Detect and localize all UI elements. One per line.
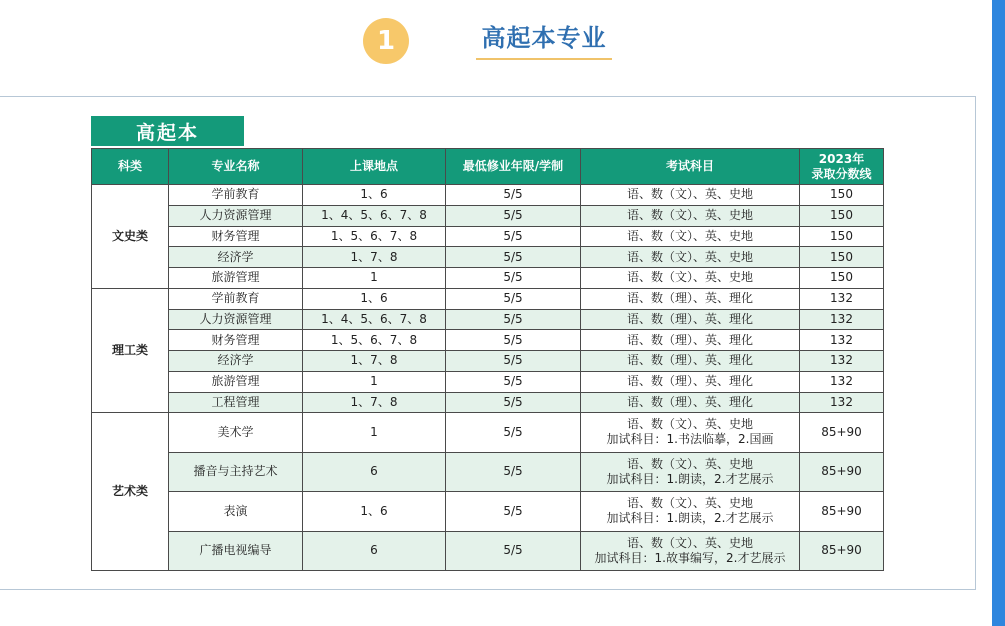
col-header-category: 科类	[92, 149, 169, 185]
cell-location: 6	[303, 531, 446, 570]
col-header-major: 专业名称	[169, 149, 303, 185]
cell-years: 5/5	[446, 492, 581, 531]
cell-score: 132	[800, 371, 884, 392]
cell-subjects: 语、数（文）、英、史地	[581, 205, 800, 226]
table-row	[92, 226, 884, 247]
cell-years: 5/5	[446, 531, 581, 570]
step-number-badge: 1	[363, 18, 409, 64]
cell-years: 5/5	[446, 371, 581, 392]
cell-location: 1、5、6、7、8	[303, 330, 446, 351]
cell-score: 150	[800, 205, 884, 226]
col-header-score: 2023年 录取分数线	[800, 149, 884, 185]
table-row	[92, 531, 884, 570]
major-table	[91, 148, 884, 571]
cell-major: 财务管理	[169, 330, 303, 351]
cell-score: 132	[800, 288, 884, 309]
col-header-years: 最低修业年限/学制	[446, 149, 581, 185]
cell-location: 1、6	[303, 185, 446, 206]
cell-score: 132	[800, 330, 884, 351]
table-row	[92, 268, 884, 289]
cell-subjects: 语、数（理）、英、理化	[581, 288, 800, 309]
cell-category: 理工类	[92, 288, 169, 413]
cell-major: 播音与主持艺术	[169, 452, 303, 491]
cell-category: 文史类	[92, 185, 169, 289]
cell-major: 美术学	[169, 413, 303, 452]
cell-score: 150	[800, 247, 884, 268]
table-row	[92, 413, 884, 452]
table-tag: 高起本	[91, 116, 244, 146]
cell-score: 132	[800, 392, 884, 413]
table-body	[92, 185, 884, 571]
section-title: 高起本专业	[481, 24, 607, 52]
table-row	[92, 492, 884, 531]
table-row	[92, 205, 884, 226]
cell-subjects: 语、数（理）、英、理化	[581, 309, 800, 330]
cell-location: 1、6	[303, 492, 446, 531]
cell-subjects: 语、数（文）、英、史地	[581, 268, 800, 289]
cell-years: 5/5	[446, 268, 581, 289]
cell-score: 132	[800, 309, 884, 330]
cell-location: 1	[303, 268, 446, 289]
cell-subjects: 语、数（文）、英、史地	[581, 185, 800, 206]
cell-years: 5/5	[446, 452, 581, 491]
cell-score: 85+90	[800, 531, 884, 570]
cell-category: 艺术类	[92, 413, 169, 571]
cell-subjects: 语、数（理）、英、理化	[581, 351, 800, 372]
cell-subjects: 语、数（文）、英、史地 加试科目：1.朗读，2.才艺展示	[581, 452, 800, 491]
cell-score: 132	[800, 351, 884, 372]
cell-major: 财务管理	[169, 226, 303, 247]
table-header-row	[92, 149, 884, 185]
table-row	[92, 330, 884, 351]
table-row	[92, 371, 884, 392]
cell-score: 150	[800, 268, 884, 289]
cell-location: 1	[303, 413, 446, 452]
cell-years: 5/5	[446, 309, 581, 330]
table-row	[92, 185, 884, 206]
cell-years: 5/5	[446, 351, 581, 372]
cell-location: 1、6	[303, 288, 446, 309]
cell-score: 85+90	[800, 492, 884, 531]
cell-subjects: 语、数（理）、英、理化	[581, 392, 800, 413]
cell-major: 表演	[169, 492, 303, 531]
cell-score: 85+90	[800, 452, 884, 491]
table-row	[92, 452, 884, 491]
cell-location: 1	[303, 371, 446, 392]
cell-years: 5/5	[446, 205, 581, 226]
title-underline	[476, 58, 612, 60]
cell-subjects: 语、数（理）、英、理化	[581, 371, 800, 392]
cell-location: 1、4、5、6、7、8	[303, 205, 446, 226]
cell-major: 人力资源管理	[169, 205, 303, 226]
col-header-subjects: 考试科目	[581, 149, 800, 185]
cell-major: 工程管理	[169, 392, 303, 413]
cell-subjects: 语、数（文）、英、史地 加试科目：1.故事编写，2.才艺展示	[581, 531, 800, 570]
cell-years: 5/5	[446, 185, 581, 206]
cell-subjects: 语、数（文）、英、史地 加试科目：1.书法临摹，2.国画	[581, 413, 800, 452]
cell-years: 5/5	[446, 330, 581, 351]
cell-major: 旅游管理	[169, 268, 303, 289]
cell-subjects: 语、数（文）、英、史地	[581, 226, 800, 247]
cell-major: 经济学	[169, 247, 303, 268]
cell-score: 150	[800, 185, 884, 206]
cell-years: 5/5	[446, 226, 581, 247]
cell-location: 1、7、8	[303, 392, 446, 413]
cell-major: 学前教育	[169, 288, 303, 309]
cell-major: 经济学	[169, 351, 303, 372]
table-row	[92, 309, 884, 330]
cell-major: 人力资源管理	[169, 309, 303, 330]
cell-years: 5/5	[446, 392, 581, 413]
cell-major: 学前教育	[169, 185, 303, 206]
cell-location: 1、7、8	[303, 351, 446, 372]
cell-major: 旅游管理	[169, 371, 303, 392]
cell-subjects: 语、数（文）、英、史地	[581, 247, 800, 268]
table-row	[92, 392, 884, 413]
cell-score: 85+90	[800, 413, 884, 452]
col-header-location: 上课地点	[303, 149, 446, 185]
cell-years: 5/5	[446, 288, 581, 309]
cell-score: 150	[800, 226, 884, 247]
cell-location: 1、5、6、7、8	[303, 226, 446, 247]
cell-subjects: 语、数（理）、英、理化	[581, 330, 800, 351]
cell-location: 6	[303, 452, 446, 491]
cell-years: 5/5	[446, 413, 581, 452]
cell-location: 1、7、8	[303, 247, 446, 268]
cell-years: 5/5	[446, 247, 581, 268]
cell-subjects: 语、数（文）、英、史地 加试科目：1.朗读，2.才艺展示	[581, 492, 800, 531]
table-row	[92, 288, 884, 309]
table-row	[92, 247, 884, 268]
cell-major: 广播电视编导	[169, 531, 303, 570]
table-row	[92, 351, 884, 372]
cell-location: 1、4、5、6、7、8	[303, 309, 446, 330]
right-accent-bar	[992, 0, 1005, 626]
